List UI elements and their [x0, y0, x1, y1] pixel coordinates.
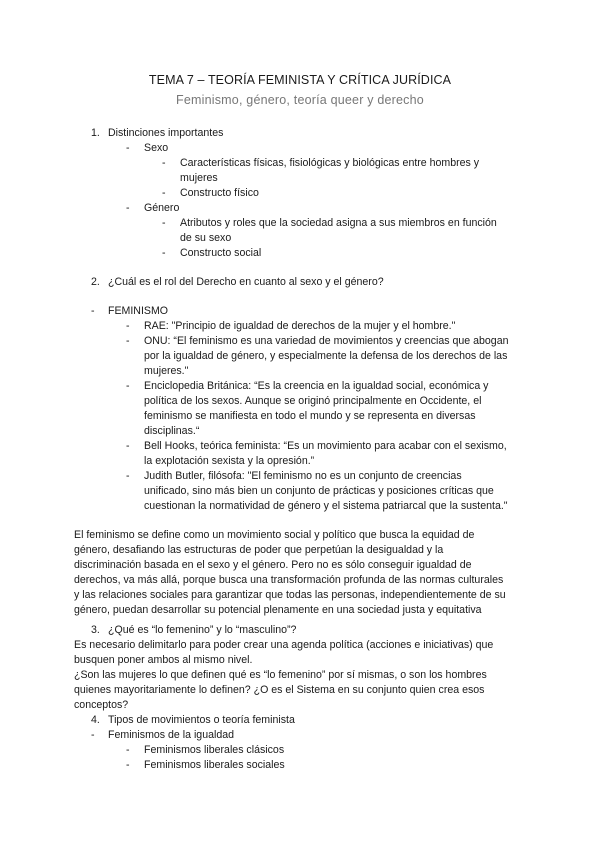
sexo-item-line: Constructo físico: [180, 187, 259, 199]
bullet-dash: -: [162, 247, 166, 259]
bullet-dash: -: [126, 142, 130, 154]
definition-line: la explotación sexista y la opresión.”: [144, 455, 315, 467]
definition-line: por la igualdad de género, y especialmente la defensa de los derechos de las: [144, 350, 508, 362]
document-title: TEMA 7 – TEORÍA FEMINISTA Y CRÍTICA JURÍDICA: [148, 73, 452, 87]
section-3-heading: ¿Qué es “lo femenino” y lo “masculino”?: [108, 624, 297, 636]
bullet-dash: -: [162, 217, 166, 229]
definition-line: RAE: "Principio de igualdad de derechos de la mujer y el hombre.": [144, 320, 456, 332]
definition-line: Bell Hooks, teórica feminista: “Es un movimiento para acabar con el sexismo,: [144, 440, 507, 452]
bullet-dash: -: [162, 187, 166, 199]
section-3-text: [74, 638, 544, 713]
definition-line: Enciclopedia Británica: “Es la creencia en la igualdad social, económica y: [144, 380, 489, 392]
sexo-item-line: mujeres: [180, 172, 218, 184]
definition-line: unificado, sino más bien un conjunto de prácticas y posiciones críticas que: [144, 485, 494, 497]
paragraph-line: quienes mayoritariamente lo definen? ¿O es el Sistema en su conjunto quien crea esos: [74, 684, 485, 696]
section-4-number: 4.: [91, 714, 100, 726]
paragraph-line: ¿Son las mujeres lo que definen qué es “lo femenino” por sí mismas, o son los hombres: [74, 669, 487, 681]
feminism-type-item: Feminismos liberales sociales: [144, 759, 285, 771]
bullet-dash: -: [162, 157, 166, 169]
bullet-dash: -: [91, 729, 95, 741]
genero-item-line: de su sexo: [180, 232, 232, 244]
paragraph-line: El feminismo se define como un movimiento social y político que busca la equidad de: [74, 529, 475, 541]
definition-line: cuestionan la normatividad de género y el sistema patriarcal que la sustenta.": [144, 500, 508, 512]
paragraph-line: derechos, va más allá, porque busca una transformación profunda de las normas culturales: [74, 574, 504, 586]
sexo-item-line: Características físicas, fisiológicas y biológicas entre hombres y: [180, 157, 480, 169]
igualdad-heading: Feminismos de la igualdad: [108, 729, 235, 741]
feminismo-paragraph: [74, 528, 544, 618]
section-1-number: 1.: [91, 127, 100, 139]
definition-line: mujeres.": [144, 365, 189, 377]
bullet-dash: -: [126, 759, 130, 771]
bullet-dash: -: [91, 305, 95, 317]
genero-label: Género: [144, 202, 180, 214]
definition-line: política de los sexos. Aunque se originó principalmente en Occidente, el: [144, 395, 482, 407]
feminism-type-item: Feminismos liberales clásicos: [144, 744, 285, 756]
definition-line: feminismo se manifiesta en todo el mundo y se representa en diversas: [144, 410, 476, 422]
paragraph-line: género, desafiando las estructuras de poder que perpetúan la desigualdad y la: [74, 544, 444, 556]
section-2-number: 2.: [91, 276, 100, 288]
document-subtitle: Feminismo, género, teoría queer y derecho: [176, 93, 424, 107]
bullet-dash: -: [126, 202, 130, 214]
section-2-question: ¿Cuál es el rol del Derecho en cuanto al sexo y el género?: [108, 276, 384, 288]
sexo-label: Sexo: [144, 142, 169, 154]
paragraph-line: género, puedan desarrollar su potencial plenamente en una sociedad justa y equitativa: [74, 604, 482, 616]
paragraph-line: discriminación basada en el sexo y el género. Pero no es sólo conseguir igualdad de: [74, 559, 472, 571]
paragraph-line: conceptos?: [74, 699, 129, 711]
paragraph-line: Es necesario delimitarlo para poder crear una agenda política (acciones e iniciativas) que: [74, 639, 494, 651]
genero-item-line: Constructo social: [180, 247, 262, 259]
bullet-dash: -: [126, 744, 130, 756]
feminismo-heading: FEMINISMO: [108, 305, 169, 317]
section-3-number: 3.: [91, 624, 100, 636]
bullet-dash: -: [126, 380, 130, 392]
bullet-dash: -: [126, 320, 130, 332]
definition-line: Judith Butler, filósofa: "El feminismo no es un conjunto de creencias: [144, 470, 462, 482]
definition-line: disciplinas.“: [144, 425, 200, 437]
genero-item-line: Atributos y roles que la sociedad asigna a sus miembros en función: [180, 217, 497, 229]
bullet-dash: -: [126, 335, 130, 347]
definition-line: ONU: “El feminismo es una variedad de movimientos y creencias que abogan: [144, 335, 509, 347]
bullet-dash: -: [126, 440, 130, 452]
bullet-dash: -: [126, 470, 130, 482]
section-1-heading: Distinciones importantes: [108, 127, 224, 139]
section-4-heading: Tipos de movimientos o teoría feminista: [108, 714, 295, 726]
paragraph-line: busquen poner ambos al mismo nivel.: [74, 654, 253, 666]
paragraph-line: y las relaciones sociales para garantizar que todas las personas, independientemente de su: [74, 589, 506, 601]
